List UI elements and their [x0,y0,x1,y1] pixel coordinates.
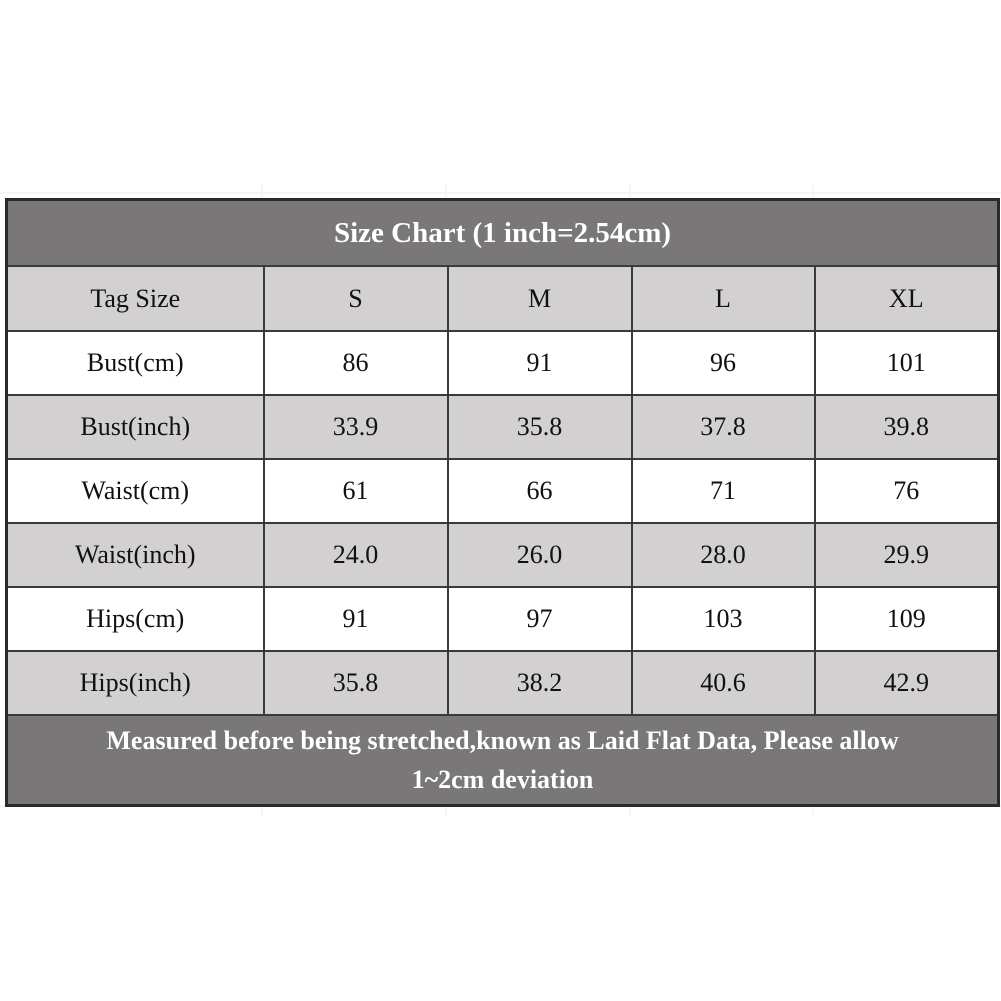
header-row [7,266,999,331]
table-cell: 29.9 [815,523,999,587]
chart-title: Size Chart (1 inch=2.54cm) [7,200,999,267]
size-chart-table [5,198,1000,807]
measurement-note [7,715,999,806]
table-cell: 35.8 [448,395,632,459]
table-row [7,395,999,459]
table-cell: 38.2 [448,651,632,715]
table-cell: 26.0 [448,523,632,587]
table-row [7,459,999,523]
table-cell: 91 [448,331,632,395]
column-header: L [632,266,815,331]
table-row [7,651,999,715]
column-header: M [448,266,632,331]
column-header: Tag Size [7,266,264,331]
table-cell: 96 [632,331,815,395]
table-cell: 66 [448,459,632,523]
table-cell: 28.0 [632,523,815,587]
row-label: Waist(inch) [7,523,264,587]
table-cell: 40.6 [632,651,815,715]
row-label: Bust(cm) [7,331,264,395]
table-cell: 76 [815,459,999,523]
table-cell: 109 [815,587,999,651]
note-line-2: 1~2cm deviation [411,765,594,794]
table-cell: 86 [264,331,448,395]
column-header: S [264,266,448,331]
table-cell: 97 [448,587,632,651]
row-label: Hips(cm) [7,587,264,651]
table-row [7,587,999,651]
table-cell: 39.8 [815,395,999,459]
table-cell: 61 [264,459,448,523]
note-line-1: Measured before being stretched,known as Laid Flat Data, Please allow [106,726,899,755]
table-row [7,523,999,587]
table-cell: 91 [264,587,448,651]
note-row [7,715,999,806]
table-cell: 35.8 [264,651,448,715]
table-cell: 103 [632,587,815,651]
table-cell: 101 [815,331,999,395]
row-label: Bust(inch) [7,395,264,459]
table-row [7,331,999,395]
table-cell: 33.9 [264,395,448,459]
table-cell: 24.0 [264,523,448,587]
title-row [7,200,999,267]
row-label: Hips(inch) [7,651,264,715]
table-cell: 71 [632,459,815,523]
table-cell: 42.9 [815,651,999,715]
column-header: XL [815,266,999,331]
table-cell: 37.8 [632,395,815,459]
row-label: Waist(cm) [7,459,264,523]
